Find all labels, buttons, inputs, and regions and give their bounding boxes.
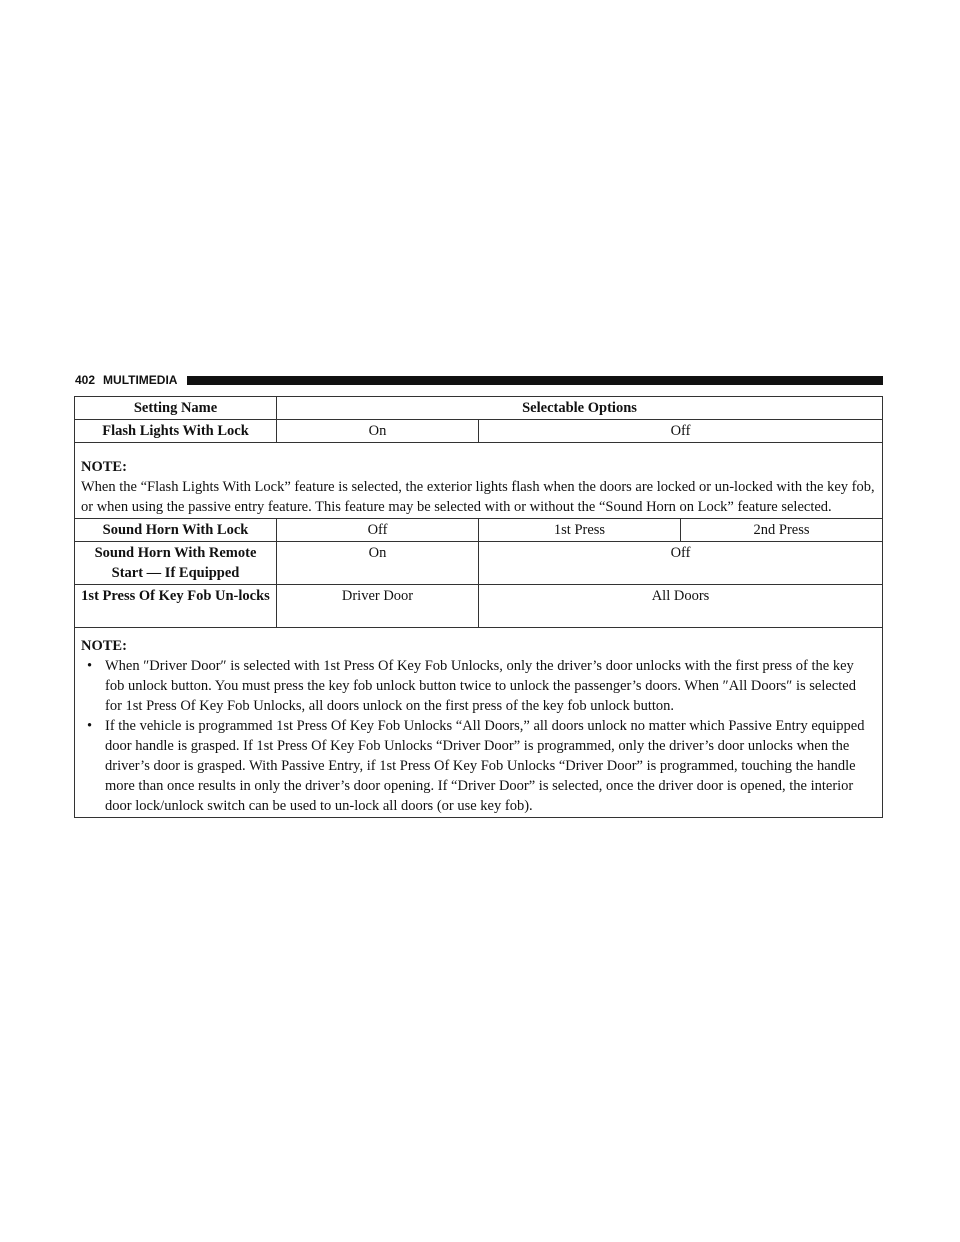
- list-item: [81, 656, 876, 716]
- option-on: On: [277, 542, 479, 585]
- setting-name-first-press-unlocks: 1st Press Of Key Fob Un-locks: [75, 585, 277, 628]
- note-row: [75, 628, 883, 818]
- option-2nd-press: 2nd Press: [681, 519, 883, 542]
- column-header-selectable-options: Selectable Options: [277, 397, 883, 420]
- note-bullet-text: If the vehicle is programmed 1st Press Of Key Fob Unlocks “All Doors,” all doors unlock no matter which Passive Entry equipped door handle is grasped. If 1st Press Of Key Fob Unlocks “Driver Door” is programmed, only the driver’s door unlocks when the driver’s door is grasped. With Passive Entry, if 1st Press Of Key Fob Unlocks “Driver Door” is programmed, touching the handle more than once results in only the driver’s door opening. If “Driver Door” is selected, once the driver door is opened, the interior door lock/unlock switch can be used to un-lock all doors (or use key fob).: [105, 718, 865, 814]
- option-driver-door: Driver Door: [277, 585, 479, 628]
- list-item: [81, 716, 876, 816]
- column-header-setting-name: Setting Name: [75, 397, 277, 420]
- setting-name-flash-lights: Flash Lights With Lock: [75, 420, 277, 443]
- header-rule: [187, 376, 883, 385]
- option-off: Off: [479, 420, 883, 443]
- option-on: On: [277, 420, 479, 443]
- note-label: NOTE:: [81, 459, 127, 475]
- option-off: Off: [277, 519, 479, 542]
- page-header: [75, 373, 883, 387]
- bullet-icon: •: [87, 658, 93, 674]
- option-off: Off: [479, 542, 883, 585]
- settings-table: [74, 396, 883, 818]
- table-row: [75, 420, 883, 443]
- bullet-icon: •: [87, 718, 93, 734]
- table-row: [75, 542, 883, 585]
- note-row: [75, 443, 883, 519]
- note-bullet-text: When ″Driver Door″ is selected with 1st Press Of Key Fob Unlocks, only the driver’s door unlocks with the first press of the key fob unlock button. You must press the key fob unlock button twice to unlock the passenger’s doors. When ″All Doors″ is selected for 1st Press Of Key Fob Unlocks, all doors unlock on the first press of the key fob unlock button.: [105, 658, 856, 714]
- table-header-row: [75, 397, 883, 420]
- option-all-doors: All Doors: [479, 585, 883, 628]
- setting-name-sound-horn-remote: Sound Horn With Remote Start — If Equipped: [75, 542, 277, 585]
- note-cell: [75, 443, 883, 519]
- note-label: NOTE:: [81, 638, 127, 654]
- table-row: [75, 519, 883, 542]
- note-cell: [75, 628, 883, 818]
- setting-name-sound-horn-lock: Sound Horn With Lock: [75, 519, 277, 542]
- page-number: 402: [75, 373, 96, 387]
- note-text: When the “Flash Lights With Lock” feature is selected, the exterior lights flash when the doors are locked or un-locked with the key fob, or when using the passive entry feature. This feature may be selected with or without the “Sound Horn on Lock” feature selected.: [81, 479, 875, 515]
- section-title: MULTIMEDIA: [103, 373, 178, 387]
- option-1st-press: 1st Press: [479, 519, 681, 542]
- table-row: [75, 585, 883, 628]
- note-bullet-list: [81, 656, 876, 816]
